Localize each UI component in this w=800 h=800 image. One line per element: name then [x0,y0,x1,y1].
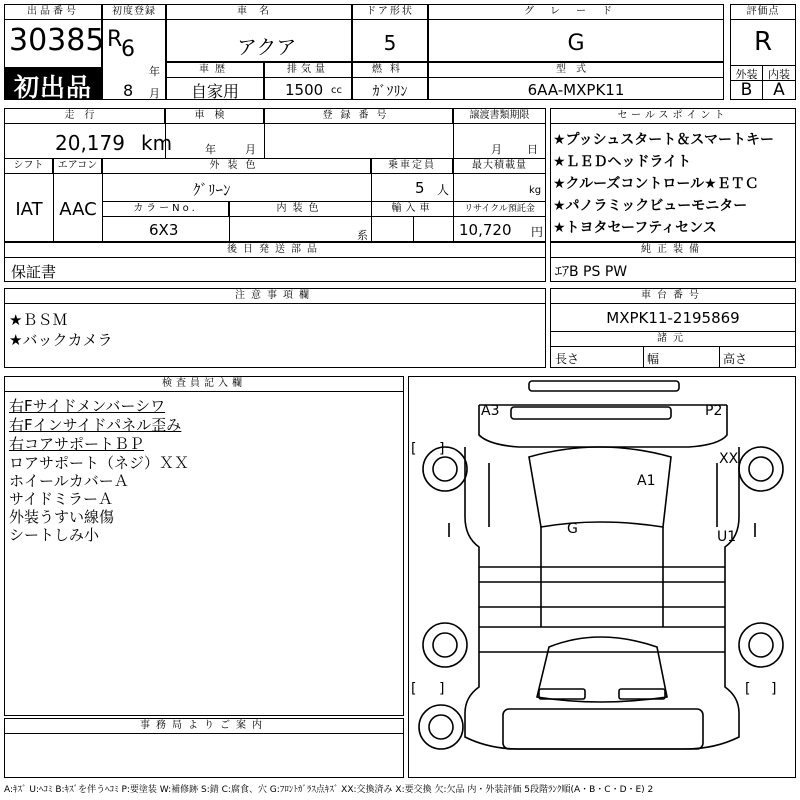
history-label: 車歴 [167,63,263,78]
exterior-grade: B [740,80,753,100]
ac: AAC [59,199,97,220]
mark-xx: XX [719,451,739,467]
transfer-day-unit: 日 [527,143,538,156]
fuel: ｶﾞｿﾘﾝ [372,84,408,100]
ext-color-label: 外装色 [103,159,371,174]
recycle: 10,720 [459,221,512,239]
bracket-left-lower: [ [411,681,417,697]
grade: G [567,31,585,56]
details-box [4,108,546,242]
mark-g: G [567,521,578,537]
load-label: 最大積載量 [454,159,545,174]
mark-a3: A3 [481,403,500,419]
mileage-unit: km [141,131,173,155]
model: 6AA-MXPK11 [527,81,625,99]
ac-label: エアコン [54,159,102,174]
car-name-label: 車名 [167,5,351,20]
legend: A:ｷｽﾞ U:ﾍｺﾐ B:ｷｽﾞを伴うﾍｺﾐ P:要塗装 W:補修跡 S:錆 C:腐食、穴 G:ﾌﾛﾝﾄｶﾞﾗｽ点ｷｽﾞ XX:交換済み X:要交換 欠:欠品 内・外装評価 5段階ﾗﾝｸ順(A・B・C・D・E) 2 [4,785,654,795]
sales-point-item: ★パノラミックビューモニター [553,198,748,214]
mark-p2: P2 [705,403,723,419]
model-box [428,62,724,100]
month-unit: 月 [149,87,160,100]
sales-points-box [550,108,796,242]
first-registration-label: 初度登録 [103,5,165,20]
mark-u1: U1 [717,529,737,545]
displacement-box [264,62,352,100]
inspector-item: 右Fサイドメンバーシワ [9,397,166,415]
door-label: ドア形状 [353,5,427,20]
sales-point-item: ★トヨタセーフティセンス [553,220,717,236]
load-unit: kg [529,185,542,196]
inspection-label: 車検 [166,109,264,124]
bracket-left-close: ] [439,441,445,457]
interior-grade: A [773,80,785,100]
import-label: 輸入車 [372,202,453,217]
score-label: 評価点 [731,5,795,20]
sales-point-item: ★プッシュスタート＆スマートキー [553,132,775,148]
car-diagram-box [408,376,796,778]
fuel-label: 燃料 [353,63,427,78]
inspector-label: 検査員記入欄 [5,377,403,392]
car-diagram [409,377,795,777]
later-parts-label: 後日発送部品 [5,243,545,258]
history: 自家用 [190,82,239,101]
shift: IAT [15,199,43,220]
office-label: 事務局よりご案内 [5,719,403,734]
recycle-unit: 円 [531,225,544,239]
shift-label: シフト [5,159,53,174]
inspector-item: ロアサポート（ネジ）ＸＸ [9,454,190,472]
reg-month: 8 [123,81,134,100]
mark-a1: A1 [637,473,656,489]
width-label: 幅 [647,352,660,366]
transfer-label: 譲渡書類期限 [454,109,545,124]
score: R [753,27,773,57]
inspector-item: シートしみ小 [9,526,100,544]
genuine-equipment-box [550,242,796,282]
history-box [166,62,264,100]
mileage-label: 走行 [5,109,165,124]
inspector-item: サイドミラーＡ [9,490,113,508]
int-color-unit: 系 [357,229,368,242]
inspector-item: ホイールカバーＡ [9,472,129,490]
grade-box [428,4,724,62]
office-box [4,718,404,778]
ext-color: ｸﾞﾘｰﾝ [193,181,231,199]
chassis-box [550,288,796,368]
door-box [352,4,428,62]
genuine-equipment-value: ｴｱB PS PW [555,264,628,280]
chassis-number: MXPK11-2195869 [606,309,740,327]
exterior-grade-label: 外装 [735,68,758,81]
inspector-item: 右Fインサイドパネル歪み [9,416,182,434]
dims-label: 諸元 [551,332,795,347]
displacement-label: 排気量 [265,63,351,78]
sales-points-label: セールスポイント [551,109,795,124]
lot-box [4,4,105,102]
inspector-box [4,376,404,716]
bracket-right-lower: [ [745,681,751,697]
lot-label: 出品番号 [5,5,101,20]
transfer-month-unit: 月 [491,143,502,156]
bracket-right-lower-close: ] [771,681,777,697]
displacement-unit: cc [331,85,342,96]
grade-label: グレード [429,5,723,20]
car-name-box [166,4,352,62]
later-parts-box [4,242,546,282]
capacity-label: 乗車定員 [372,159,453,174]
reg-number-label: 登録番号 [265,109,453,124]
notes-label: 注意事項欄 [5,289,545,304]
later-parts-value: 保証書 [11,263,57,281]
lot-number: 30385 [9,23,105,58]
mileage: 20,179 [55,131,125,155]
interior-grade-label: 内装 [768,68,790,81]
inspector-item: 右コアサポートＢＰ [9,435,145,453]
recycle-label: リサイクル預託金 [454,202,545,217]
first-registration-box [102,4,166,100]
length-label: 長さ [555,352,580,366]
int-color-label: 内装色 [230,202,371,217]
color-no-label: カラーNo. [103,202,229,217]
note-item: ★バックカメラ [9,331,113,349]
first-listing-label: 初出品 [13,73,92,102]
inspector-item: 外装うすい線傷 [9,508,115,526]
capacity: 5 [415,179,425,197]
height-label: 高さ [723,352,748,366]
year-unit: 年 [149,65,160,78]
displacement: 1500 [285,81,324,99]
color-no: 6X3 [149,221,179,239]
fuel-box [352,62,428,100]
doors: 5 [383,31,397,55]
car-name: アクア [237,35,297,59]
score-box [730,4,796,100]
inspection-year-unit: 年 [205,143,216,156]
era: R [107,27,123,52]
notes-box [4,288,546,368]
genuine-equipment-label: 純正装備 [551,243,795,258]
capacity-unit: 人 [437,183,450,197]
model-label: 型式 [429,63,723,78]
sales-point-item: ★ＬＥＤヘッドライト [553,154,692,170]
note-item: ★ＢＳＭ [9,311,68,329]
bracket-left-lower-close: ] [439,681,445,697]
chassis-label: 車台番号 [551,289,795,304]
reg-year: 6 [121,37,135,62]
bracket-left: [ [411,441,417,457]
inspection-month-unit: 月 [245,143,256,156]
sales-point-item: ★クルーズコントロール★ＥＴＣ [553,176,759,192]
